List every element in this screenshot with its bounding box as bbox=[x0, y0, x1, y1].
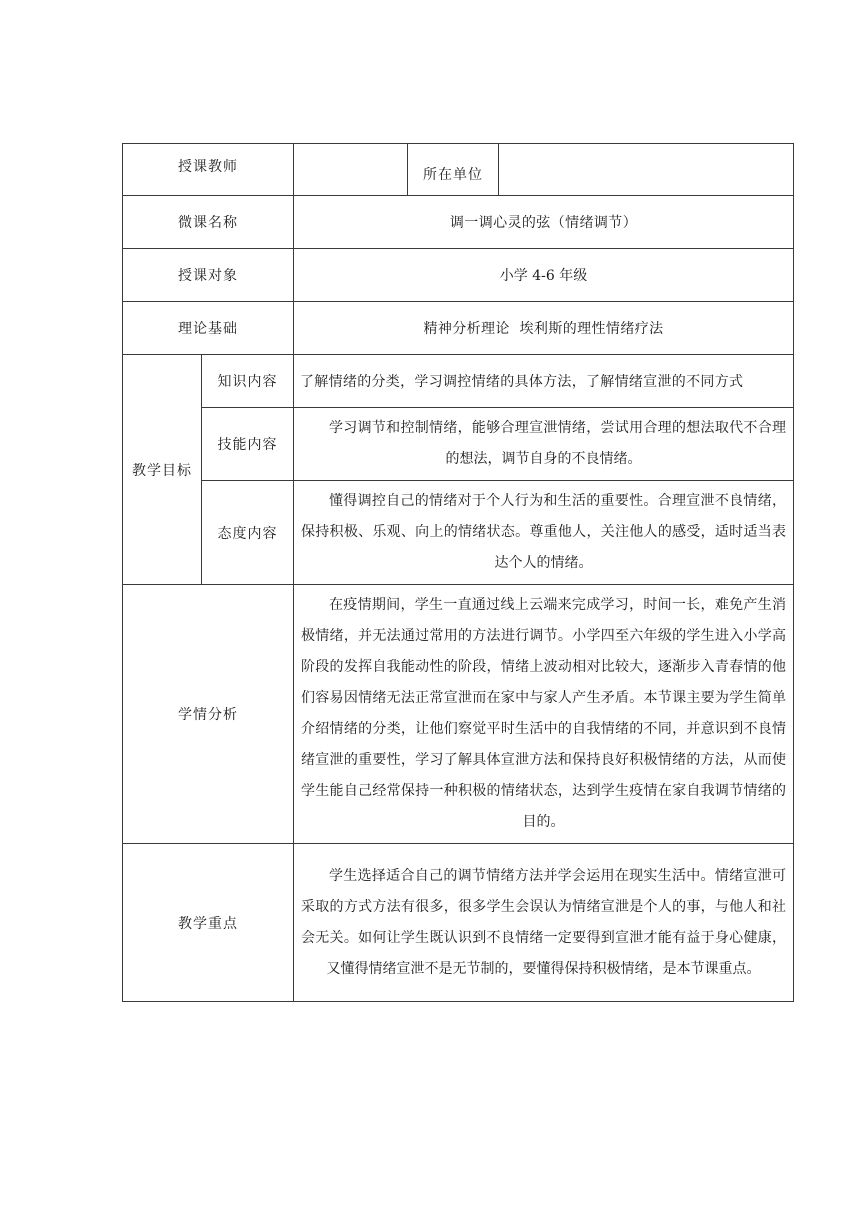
course-row bbox=[123, 196, 794, 249]
goals-label: 教学目标 bbox=[123, 355, 202, 585]
focus-label: 教学重点 bbox=[123, 844, 294, 1002]
teacher-row bbox=[123, 144, 794, 196]
theory-row bbox=[123, 302, 794, 355]
analysis-value: 在疫情期间，学生一直通过线上云端来完成学习，时间一长，难免产生消极情绪，并无法通过常用的方法进行调节。小学四至六年级的学生进入小学高阶段的发挥自我能动性的阶段，情绪上波动相对比较大，逐渐步入青春情的他们容易因情绪无法正常宣泄而在家中与家人产生矛盾。本节课主要为学生简单介绍情绪的分类，让他们察觉平时生活中的自我情绪的不同，并意识到不良情绪宣泄的重要性，学习了解具体宣泄方法和保持良好积极情绪的方法，从而使学生能自己经常保持一种积极的情绪状态，达到学生疫情在家自我调节情绪的目的。 bbox=[294, 585, 794, 844]
theory-value: 精神分析理论 埃利斯的理性情绪疗法 bbox=[294, 302, 794, 355]
unit-label: 所在单位 bbox=[408, 144, 499, 196]
goal-attitude-row bbox=[123, 481, 794, 585]
teacher-label: 授课教师 bbox=[123, 144, 294, 196]
course-value: 调一调心灵的弦（情绪调节） bbox=[294, 196, 794, 249]
analysis-row bbox=[123, 585, 794, 844]
focus-row bbox=[123, 844, 794, 1002]
focus-value: 学生选择适合自己的调节情绪方法并学会运用在现实生活中。情绪宣泄可采取的方式方法有很多，很多学生会误认为情绪宣泄是个人的事，与他人和社会无关。如何让学生既认识到不良情绪一定要得到宣泄才能有益于身心健康，又懂得情绪宣泄不是无节制的，要懂得保持积极情绪，是本节课重点。 bbox=[294, 844, 794, 1002]
attitude-value: 懂得调控自己的情绪对于个人行为和生活的重要性。合理宣泄不良情绪，保持积极、乐观、向上的情绪状态。尊重他人，关注他人的感受，适时适当表达个人的情绪。 bbox=[294, 481, 794, 585]
attitude-label: 态度内容 bbox=[202, 481, 294, 585]
audience-label: 授课对象 bbox=[123, 249, 294, 302]
goal-knowledge-row bbox=[123, 355, 794, 408]
theory-label: 理论基础 bbox=[123, 302, 294, 355]
skills-label: 技能内容 bbox=[202, 408, 294, 481]
audience-row bbox=[123, 249, 794, 302]
lesson-plan-table bbox=[122, 143, 794, 1002]
knowledge-label: 知识内容 bbox=[202, 355, 294, 408]
course-label: 微课名称 bbox=[123, 196, 294, 249]
analysis-label: 学情分析 bbox=[123, 585, 294, 844]
unit-value[interactable] bbox=[499, 144, 794, 196]
skills-value: 学习调节和控制情绪，能够合理宣泄情绪，尝试用合理的想法取代不合理的想法，调节自身的不良情绪。 bbox=[294, 408, 794, 481]
teacher-value[interactable] bbox=[294, 144, 408, 196]
goal-skills-row bbox=[123, 408, 794, 481]
audience-value: 小学 4-6 年级 bbox=[294, 249, 794, 302]
knowledge-value: 了解情绪的分类，学习调控情绪的具体方法，了解情绪宣泄的不同方式 bbox=[294, 355, 794, 408]
